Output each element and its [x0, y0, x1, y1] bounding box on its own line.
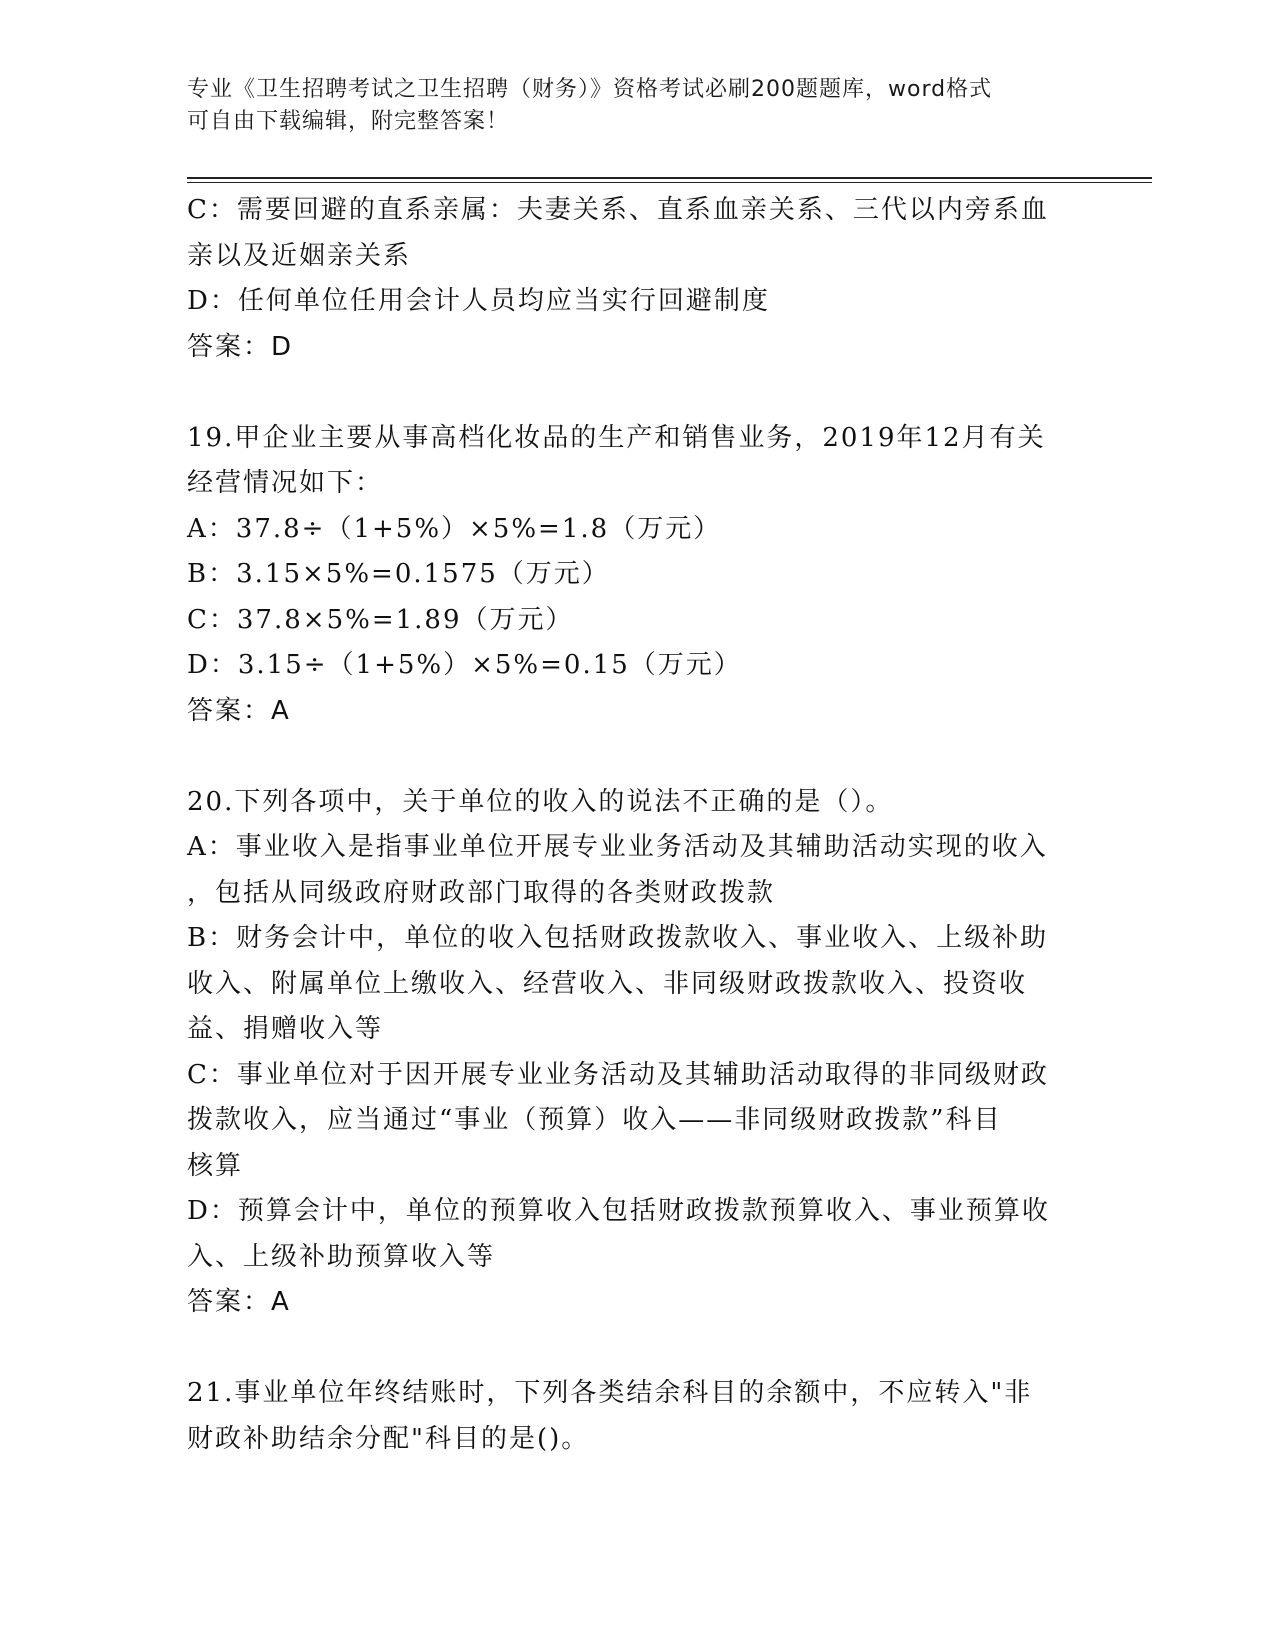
answer: 答案：D [187, 331, 294, 362]
header-rule-thin [187, 182, 1152, 183]
spacer [187, 1326, 1067, 1372]
question-20 [187, 780, 1067, 1326]
question-stem-line-1: 19.甲企业主要从事高档化妆品的生产和销售业务，2019年12月有关 [187, 422, 1046, 453]
option-c: C：37.8×5%=1.89（万元） [187, 604, 574, 635]
header-rule-thick [187, 177, 1152, 179]
option-c-line-2: 亲以及近姻亲关系 [187, 240, 412, 271]
spacer [187, 370, 1067, 416]
option-d-line-1: D：预算会计中，单位的预算收入包括财政拨款预算收入、事业预算收 [187, 1196, 1050, 1226]
option-c-line-1: C：事业单位对于因开展专业业务活动及其辅助活动取得的非同级财政 [187, 1059, 1049, 1090]
option-c-line-1: C：需要回避的直系亲属：夫妻关系、直系血亲关系、三代以内旁系血 [187, 195, 1049, 225]
option-b-line-2: 收入、附属单位上缴收入、经营收入、非同级财政拨款收入、投资收 [187, 968, 1028, 999]
header-line-2: 可自由下载编辑，附完整答案！ [187, 109, 510, 134]
answer: 答案：A [187, 1287, 291, 1317]
question-19 [187, 416, 1067, 735]
option-a: A：37.8÷（1+5%）×5%=1.8（万元） [187, 513, 722, 544]
page-content [187, 188, 1067, 1462]
question-stem-line-2: 财政补助结余分配"科目的是()。 [187, 1423, 590, 1454]
header-line-1: 专业《卫生招聘考试之卫生招聘（财务）》资格考试必刷200题题库，word格式 [187, 77, 993, 102]
option-d: D：3.15÷（1+5%）×5%=0.15（万元） [187, 650, 742, 680]
option-b-line-3: 益、捐赠收入等 [187, 1014, 384, 1044]
option-a-line-2: ，包括从同级政府财政部门取得的各类财政拨款 [187, 877, 776, 908]
page-header [187, 74, 1067, 138]
option-b-line-1: B：财务会计中，单位的收入包括财政拨款收入、事业收入、上级补助 [187, 923, 1049, 953]
question-stem-line-2: 经营情况如下： [187, 468, 384, 498]
question-18-continued [187, 188, 1067, 370]
spacer [187, 734, 1067, 780]
option-a-line-1: A：事业收入是指事业单位开展专业业务活动及其辅助活动实现的收入 [187, 832, 1048, 862]
question-21 [187, 1371, 1067, 1462]
answer: 答案：A [187, 695, 291, 726]
option-c-line-3: 核算 [187, 1150, 244, 1181]
option-b: B：3.15×5%=0.1575（万元） [187, 559, 610, 589]
option-d: D：任何单位任用会计人员均应当实行回避制度 [187, 286, 770, 316]
question-stem-line-1: 21.事业单位年终结账时，下列各类结余科目的余额中，不应转入"非 [187, 1378, 1033, 1408]
option-c-line-2: 拨款收入，应当通过“事业（预算）收入——非同级财政拨款”科目 [187, 1105, 1002, 1135]
question-stem: 20.下列各项中，关于单位的收入的说法不正确的是（）。 [187, 786, 894, 817]
option-d-line-2: 入、上级补助预算收入等 [187, 1241, 496, 1272]
